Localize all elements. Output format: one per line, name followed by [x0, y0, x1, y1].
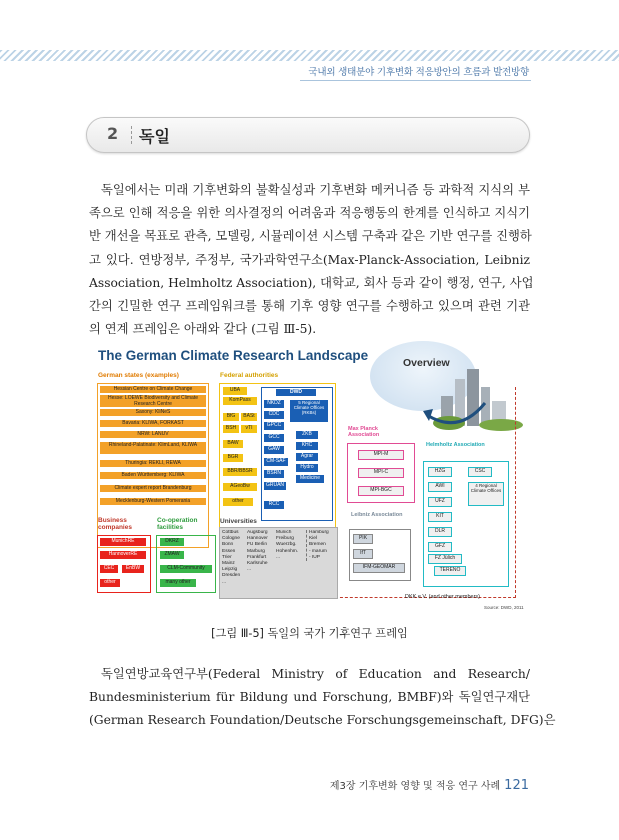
- leibniz-item: PIK: [353, 534, 373, 544]
- dwd-item: Agrar: [296, 453, 318, 461]
- state-item: Hessian Centre on Climate Change: [100, 386, 206, 393]
- leibniz-item: IfT: [353, 549, 373, 559]
- federal-item: BAW: [223, 440, 243, 448]
- running-header: 국내외 생태분야 기후변화 적응방안의 흐름과 발전방향: [308, 67, 529, 78]
- helm-item: AWI: [428, 482, 452, 492]
- text-line: 고 있다. 연방정부, 주정부, 국가과학연구소(Max-Planck-Association, Leibniz: [89, 252, 530, 267]
- dwd-item: 5 Regional Climate Offices (RKBs): [290, 400, 328, 422]
- business-item: MunichRE: [100, 538, 146, 546]
- text-line: 간의 긴밀한 연구 프레임워크를 통해 기후 영향 연구를 수행하고 있으며 관련 기관: [89, 299, 530, 314]
- univ-col-3: Munich Freiburg Wuerzbg. Hohenhm. ...: [276, 530, 299, 560]
- univ-label: Universities: [220, 518, 257, 525]
- page-footer: [330, 777, 529, 793]
- business-label: Business companies: [98, 517, 132, 531]
- dwd-item: GPCC: [264, 422, 284, 430]
- coop-label: Co-operation facilities: [157, 517, 198, 531]
- state-item: Rhineland-Palatinate: KlimLand, KLIWA: [100, 442, 206, 454]
- dwd-item: Medicine: [296, 475, 324, 483]
- dwd-item: NKDZ: [264, 400, 284, 408]
- federal-item: other: [223, 498, 253, 506]
- state-item: Hesse: LOEWE Biodiversity and Climate Research Centre: [100, 395, 206, 407]
- helm-item: 4 Regional Climate Offices: [468, 482, 504, 506]
- business-item: CEC: [100, 565, 118, 573]
- univ-group: [219, 527, 338, 599]
- dkk-frame: [335, 387, 516, 598]
- federal-item: AGeoBw: [223, 483, 257, 491]
- dwd-item: BSRN: [264, 470, 284, 478]
- dwd-label: DWD: [276, 389, 316, 396]
- section-number: 2: [107, 124, 119, 143]
- univ-col-4: Hamburg Kiel Bremen - marum - IUP: [306, 530, 337, 561]
- mpa-item: MPI-M: [358, 450, 404, 460]
- chapter-title: 제3장 기후변화 영향 및 적응 연구 사례: [329, 781, 501, 792]
- business-item: other: [100, 579, 120, 587]
- helm-item: CSC: [468, 467, 492, 477]
- text-line: Association, Helmholtz Association), 대학교, 회사 등과 같이 행정, 연구, 사업: [89, 275, 534, 290]
- federal-group: [219, 383, 336, 538]
- helm-item: GFZ: [428, 542, 452, 552]
- mpa-item: MPI-C: [358, 468, 404, 478]
- business-group: [97, 535, 151, 593]
- state-item: Thuringia: REKLI, REWA: [100, 460, 206, 467]
- federal-item: vTI: [241, 425, 257, 433]
- dwd-group: [261, 387, 333, 521]
- leibniz-item: IFM-GEOMAR: [353, 563, 405, 573]
- business-item: EnBW: [122, 565, 144, 573]
- helm-item: TERENO: [434, 566, 466, 576]
- text-line: 의 연계 프레임은 아래와 같다 (그림 Ⅲ-5).: [89, 322, 317, 337]
- section-heading: [86, 117, 530, 153]
- section-divider: [131, 126, 133, 144]
- federal-item: UBA: [223, 387, 247, 395]
- mpa-item: MPI-BGC: [358, 486, 404, 496]
- coop-item: CLM-Community: [160, 565, 212, 573]
- mpa-label: Max Planck Association: [348, 426, 380, 438]
- helm-item: UFZ: [428, 497, 452, 507]
- states-label: German states (examples): [98, 372, 179, 379]
- helm-item: DLR: [428, 527, 452, 537]
- federal-item: BASt: [241, 413, 257, 421]
- header-rule: [300, 80, 531, 81]
- helm-label: Helmholtz Association: [426, 442, 485, 448]
- state-item: Mecklenburg-Western Pomerania: [100, 498, 206, 505]
- text-line: 족으로 인해 적응을 위한 의사결정의 어려움과 적응행동의 한계를 인식하고 지식기: [89, 206, 530, 221]
- state-item: NRW: LANUV: [100, 431, 206, 438]
- leibniz-label: Leibniz Association: [351, 512, 403, 518]
- univ-col-1: Cottbus Cologne Bonn Essen Trier Mainz Leipzig Dresden ...: [222, 530, 241, 585]
- source-note: Source: DWD, 2011: [484, 605, 524, 610]
- dwd-item: Hydro: [296, 464, 318, 472]
- overview-label: Overview: [403, 357, 450, 369]
- coop-group: [156, 535, 216, 593]
- text-line: 독일에서는 미래 기후변화의 불확실성과 기후변화 메커니즘 등 과학적 지식의 부: [101, 183, 530, 197]
- state-item: Saxony: KliNeS: [100, 409, 206, 416]
- coop-item: ZMAW: [160, 551, 184, 559]
- page-number: 121: [504, 778, 529, 793]
- dwd-item: GRUAN: [265, 482, 285, 488]
- federal-item: BSH: [223, 425, 239, 433]
- text-line: Bundesministerium für Bildung und Forschung, BMBF)와 독일연구재단: [89, 690, 530, 705]
- coop-item: many other: [160, 579, 196, 587]
- state-item: Baden Württemberg: KLIWA: [100, 472, 206, 479]
- text-line: (German Research Foundation/Deutsche Forschungsgemeinschaft, DFG)은: [89, 713, 556, 728]
- state-item: Bavaria: KLIWA, FORKAST: [100, 420, 206, 427]
- helm-item: KIT: [428, 512, 452, 522]
- coop-item: DKRZ: [160, 538, 184, 546]
- helm-item: FZ Jülich: [428, 554, 462, 564]
- helm-item: HZG: [428, 467, 452, 477]
- figure-caption: [그림 Ⅲ-5] 독일의 국가 기후연구 프레임: [211, 627, 408, 640]
- dwd-item: ZKB: [296, 431, 318, 439]
- dwd-item: GCC: [264, 434, 284, 442]
- dwd-item: RCC: [264, 501, 284, 509]
- univ-col-2: Augsburg Hannover FU Berlin Marburg Frankfurt Karlsruhe ...: [247, 530, 268, 573]
- header-stripe: [0, 50, 619, 61]
- federal-item: BfG: [223, 413, 239, 421]
- dwd-item: CM-SAF: [264, 458, 288, 466]
- federal-item: KomPass: [223, 397, 257, 405]
- dwd-item: CDC: [264, 411, 284, 419]
- text-line: 반 개선을 목표로 관측, 모델링, 시뮬레이션 시스템 구축과 같은 기반 연구를 진행하: [89, 229, 532, 244]
- dwd-item: KHC: [296, 442, 318, 450]
- business-item: HannoverRE: [100, 551, 146, 559]
- section-title: 독일: [139, 127, 170, 146]
- paragraph-1: [89, 179, 534, 341]
- figure-climate-landscape: [89, 337, 533, 619]
- dkk-label: DKK e.V. (and other members): [405, 594, 480, 600]
- state-item: Climate expert report Brandenburg: [100, 485, 206, 492]
- dwd-item: GAW: [264, 446, 284, 454]
- text-line: 독일연방교육연구부(Federal Ministry of Education and Research/: [101, 667, 530, 681]
- figure-title: The German Climate Research Landscape: [98, 348, 369, 363]
- federal-label: Federal authorities: [220, 372, 279, 379]
- federal-item: BBR/BBSR: [223, 468, 257, 476]
- federal-item: BGR: [223, 454, 243, 462]
- paragraph-2: [89, 663, 556, 733]
